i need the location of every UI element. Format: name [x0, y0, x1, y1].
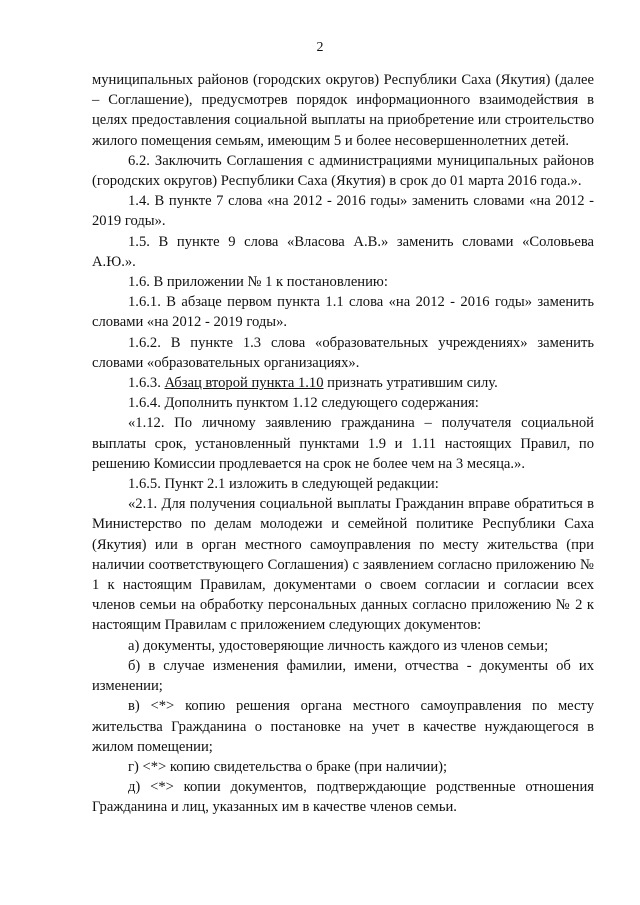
list-item-d: д) <*> копии документов, подтверждающие родственные отношения Гражданина и лиц, указанных им в качестве членов семьи.: [92, 779, 594, 816]
paragraph-1-6-1: 1.6.1. В абзаце первом пункта 1.1 слова «на 2012 - 2016 годы» заменить словами «на 2012 - 2019 годы».: [92, 294, 594, 331]
page-number: 2: [316, 40, 324, 55]
paragraph-1-6-5: 1.6.5. Пункт 2.1 изложить в следующей редакции:: [128, 476, 439, 493]
quoted-paragraph-1-12: «1.12. По личному заявлению гражданина – получателя социальной выплаты срок, установленный пунктами 1.9 и 1.11 настоящих Правил, по решению Комиссии продлевается на срок не более чем на 3 месяца.».: [92, 415, 594, 472]
paragraph-1-4: 1.4. В пункте 7 слова «на 2012 - 2016 годы» заменить словами «на 2012 - 2019 годы».: [92, 193, 594, 230]
paragraph-1-6-2: 1.6.2. В пункте 1.3 слова «образовательных учреждениях» заменить словами «образовательных организациях».: [92, 334, 594, 371]
list-item-a: а) документы, удостоверяющие личность каждого из членов семьи;: [128, 637, 549, 654]
paragraph-1-6-3-prefix: 1.6.3.: [128, 375, 165, 392]
paragraph-6-2: 6.2. Заключить Соглашения с администрациями муниципальных районов (городских округов) Республики Саха (Якутия) в срок до 01 марта 2016 года.».: [92, 152, 594, 190]
quoted-paragraph-2-1: «2.1. Для получения социальной выплаты Гражданин вправе обратиться в Министерство по делам молодежи и семейной политике Республики Саха (Якутия) или в орган местного самоуправления по месту жительства (при наличии соответствующего Соглашения) с заявлением согласно приложению № 1 к настоящим Правилам, документами о своем согласии и согласии всех членов семьи на обработку персональных данных согласно приложению № 2 к настоящим Правилам с приложением следующих документов:: [92, 496, 594, 634]
list-item-g: г) <*> копию свидетельства о браке (при наличии);: [128, 758, 448, 775]
paragraph-1-6-4: 1.6.4. Дополнить пунктом 1.12 следующего содержания:: [128, 395, 479, 412]
document-body: [92, 70, 594, 818]
paragraph-1-5: 1.5. В пункте 9 слова «Власова А.В.» заменить словами «Соловьева А.Ю.».: [92, 233, 594, 270]
underlined-reference: Абзац второй пункта 1.10: [164, 375, 324, 392]
paragraph-1-6-3: [92, 373, 594, 393]
list-item-b: б) в случае изменения фамилии, имени, отчества - документы об их изменении;: [92, 657, 594, 695]
paragraph-1-6: 1.6. В приложении № 1 к постановлению:: [128, 274, 388, 291]
paragraph-continuation: муниципальных районов (городских округов) Республики Саха (Якутия) (далее – Соглашение), предусмотрев порядок информационного взаимодействия в целях предоставления социальной выплаты на приобретение или строительство жилого помещения семьям, имеющим 5 и более несовершеннолетних детей.: [92, 72, 594, 149]
list-item-v: в) <*> копию решения органа местного самоуправления по месту жительства Гражданина о постановке на учет в качестве нуждающегося в жилом помещении;: [92, 698, 594, 755]
paragraph-1-6-3-suffix: признать утратившим силу.: [323, 375, 498, 392]
